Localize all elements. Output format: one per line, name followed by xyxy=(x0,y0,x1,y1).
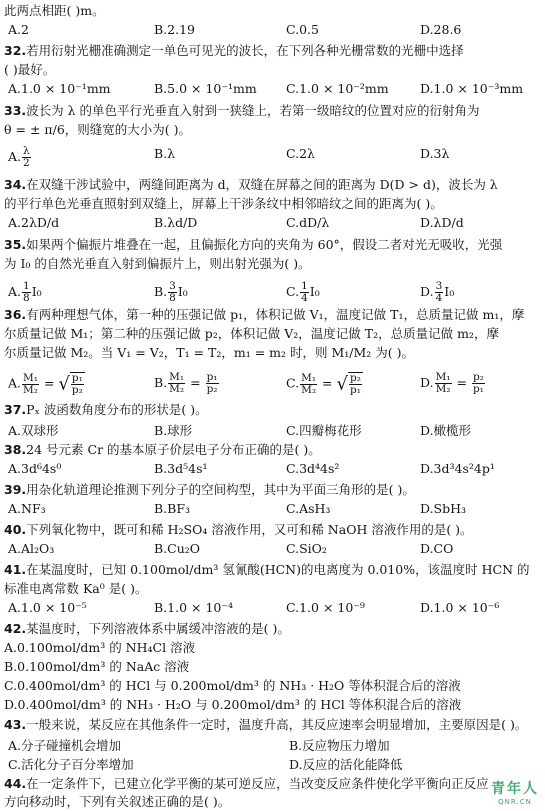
option-d: D.λD/d xyxy=(420,215,464,230)
denominator: 2 xyxy=(23,157,30,169)
option-b: B.1.0 × 10⁻⁴ xyxy=(154,600,233,615)
numerator: 1 xyxy=(23,280,30,292)
option-d: D.0.400mol/dm³ 的 NH₃ · H₂O 与 0.200mol/dm³ 的 HCl 等体积混合后的溶液 xyxy=(4,697,462,712)
option-a: A.2λD/d xyxy=(8,215,60,230)
option-suffix: I₀ xyxy=(31,284,42,299)
question-text: Pₓ 波函数角度分布的形状是( )。 xyxy=(26,402,208,417)
denominator: p₁ xyxy=(472,383,484,395)
option-b: B.反应物压力增加 xyxy=(289,738,390,753)
question-number: 44. xyxy=(4,776,27,791)
option-b xyxy=(154,372,220,395)
denominator: M₂ xyxy=(23,383,38,396)
option-d: D.橄榄形 xyxy=(420,423,472,438)
option-label: D. xyxy=(420,284,434,299)
radical-sign: √ xyxy=(336,373,348,395)
option-suffix: I₀ xyxy=(309,284,320,299)
question-33-options xyxy=(4,145,541,169)
question-31-stem-tail: 此两点相距( )m。 xyxy=(4,3,105,18)
question-text: 某温度时，下列溶液体系中属缓冲溶液的是( )。 xyxy=(26,621,290,636)
denominator: 8 xyxy=(23,292,30,304)
numerator: 1 xyxy=(301,280,308,292)
numerator: 3 xyxy=(435,280,443,292)
denominator: 4 xyxy=(301,292,308,304)
denominator: M₂ xyxy=(435,383,451,395)
question-36-options xyxy=(4,371,541,396)
question-33-stem xyxy=(4,102,541,120)
equals-sign: = xyxy=(39,375,59,391)
question-42-stem xyxy=(4,620,541,638)
option-a: A.Al₂O₃ xyxy=(8,541,55,556)
fraction xyxy=(435,281,444,304)
fraction xyxy=(168,281,177,304)
numerator: p₂ xyxy=(472,371,484,383)
option-a: A.2 xyxy=(8,22,29,37)
question-number: 43. xyxy=(4,717,27,732)
question-32-options xyxy=(4,81,541,99)
question-36-stem-3: 尔质量记做 M₂。当 V₁ = V₂，T₁ = T₂，m₁ = m₂ 时，则 M₁/M₂ 为( )。 xyxy=(4,345,414,360)
question-41-stem xyxy=(4,561,541,579)
question-38-options xyxy=(4,461,541,479)
equals-sign: = xyxy=(452,375,471,390)
option-b: B.BF₃ xyxy=(154,501,191,516)
question-text: 一般来说，某反应在其他条件一定时，温度升高，其反应速率会明显增加，主要原因是( )。 xyxy=(26,717,528,732)
option-c: C.dD/λ xyxy=(286,215,330,230)
question-40-options xyxy=(4,541,541,559)
question-32-stem xyxy=(4,42,541,60)
numerator: 3 xyxy=(169,280,176,292)
square-root xyxy=(336,372,362,396)
fraction xyxy=(22,373,39,396)
option-d: D.1.0 × 10⁻³mm xyxy=(420,81,524,96)
denominator: p₂ xyxy=(71,384,83,396)
option-label: C. xyxy=(286,284,300,299)
fraction xyxy=(349,373,362,396)
option-d xyxy=(420,281,454,304)
question-37-options xyxy=(4,421,541,439)
question-text: 在某温度时，已知 0.100mol/dm³ 氢氰酸(HCN)的电离度为 0.010%，该温度时 HCN 的 xyxy=(26,562,530,577)
watermark-logo xyxy=(491,778,539,806)
question-number: 33. xyxy=(4,103,27,118)
option-label: B. xyxy=(154,284,168,299)
option-c: C.1.0 × 10⁻²mm xyxy=(286,81,389,96)
fraction xyxy=(22,281,31,304)
numerator: M₁ xyxy=(169,371,185,383)
question-number: 40. xyxy=(4,522,27,537)
question-41-stem-2: 标准电离常数 Ka⁰ 是( )。 xyxy=(4,581,148,596)
option-d: D.3λ xyxy=(420,146,450,161)
denominator: p₁ xyxy=(349,384,361,396)
question-number: 42. xyxy=(4,621,27,636)
question-text: 有两种理想气体，第一种的压强记做 p₁，体积记做 V₁，温度记做 T₁，总质量记做 m₁，摩 xyxy=(26,307,525,322)
question-43-stem xyxy=(4,716,541,734)
option-a: A.3d⁶4s⁰ xyxy=(8,461,62,476)
question-35-stem-2: 为 I₀ 的自然光垂直入射到偏振片上，则出射光强为( )。 xyxy=(4,256,311,271)
question-text: 如果两个偏振片堆叠在一起，且偏振化方向的夹角为 60°，假设二者对光无吸收，光强 xyxy=(26,237,503,252)
question-34-options xyxy=(4,215,541,233)
question-text: 若用衍射光栅准确测定一单色可见光的波长，在下列各种光栅常数的光栅中选择 xyxy=(26,43,464,58)
question-32-stem-2: ( )最好。 xyxy=(4,62,56,77)
question-39-stem xyxy=(4,481,541,499)
question-41-options xyxy=(4,600,541,618)
option-c: C.四瓣梅花形 xyxy=(286,423,362,438)
question-38-stem xyxy=(4,441,541,459)
option-b: B.λd/D xyxy=(154,215,198,230)
question-40-stem xyxy=(4,521,541,539)
option-c: C.3d⁴4s² xyxy=(286,461,340,476)
option-label: B. xyxy=(154,375,168,390)
fraction xyxy=(71,373,84,396)
option-c: C.AsH₃ xyxy=(286,501,331,516)
question-number: 38. xyxy=(4,442,27,457)
option-d: D.CO xyxy=(420,541,454,556)
numerator: p₁ xyxy=(206,371,218,383)
option-d: D.反应的活化能降低 xyxy=(289,757,403,772)
denominator: M₂ xyxy=(169,383,185,395)
question-text: 在一定条件下，已建立化学平衡的某可逆反应，当改变反应条件使化学平衡向正反应 xyxy=(26,776,489,791)
option-d xyxy=(420,372,486,395)
option-c: C.SiO₂ xyxy=(286,541,327,556)
question-number: 41. xyxy=(4,562,27,577)
question-text: 在双缝干涉试验中，两缝间距离为 d，双缝在屏幕之间的距离为 D(D > d)，波长为 λ xyxy=(26,177,498,192)
option-a: A.NF₃ xyxy=(8,501,46,516)
option-c: C.2λ xyxy=(286,146,315,161)
watermark-domain: QNR.CN xyxy=(498,798,532,806)
question-number: 36. xyxy=(4,307,27,322)
question-text: 波长为 λ 的单色平行光垂直入射到一狭缝上，若第一级暗纹的位置对应的衍射角为 xyxy=(26,103,480,118)
question-43-options-row1 xyxy=(4,736,541,754)
square-root xyxy=(58,372,84,396)
question-36-stem-2: 尔质量记做 M₁；第二种的压强记做 p₂，体积记做 V₂，温度记做 T₂，总质量记做 m₂，摩 xyxy=(4,326,499,341)
option-label: D. xyxy=(420,375,434,390)
option-b: B.5.0 × 10⁻¹mm xyxy=(154,81,257,96)
option-b xyxy=(154,281,188,304)
numerator: λ xyxy=(23,145,30,157)
fraction xyxy=(206,372,219,395)
option-c: C.1.0 × 10⁻⁹ xyxy=(286,600,365,615)
option-a xyxy=(8,146,32,169)
fraction xyxy=(300,281,309,304)
numerator: M₁ xyxy=(23,371,38,384)
radicand xyxy=(348,372,363,396)
option-b: B.2.19 xyxy=(154,22,195,37)
option-c: C.0.400mol/dm³ 的 HCl 与 0.200mol/dm³ 的 NH₃ · H₂O 等体积混合后的溶液 xyxy=(4,678,461,693)
option-a xyxy=(8,372,85,396)
option-d: D.1.0 × 10⁻⁶ xyxy=(420,600,500,615)
question-36-stem xyxy=(4,306,541,324)
option-b: B.λ xyxy=(154,146,176,161)
question-43-options-row2 xyxy=(4,755,541,773)
option-c: C.活化分子百分率增加 xyxy=(8,757,134,772)
option-a xyxy=(8,281,42,304)
numerator: p₁ xyxy=(71,372,83,384)
question-37-stem xyxy=(4,401,541,419)
option-d: D.3d³4s²4p¹ xyxy=(420,461,495,476)
option-a: A.分子碰撞机会增加 xyxy=(8,738,122,753)
numerator: M₁ xyxy=(435,371,451,383)
question-35-options xyxy=(4,280,541,304)
question-33-stem-2: θ = ± π/6，则缝宽的大小为( )。 xyxy=(4,122,191,137)
option-label: A. xyxy=(8,149,22,164)
question-number: 35. xyxy=(4,237,27,252)
fraction xyxy=(168,372,185,395)
option-b: B.Cu₂O xyxy=(154,541,201,556)
option-a: A.双球形 xyxy=(8,423,59,438)
option-a: A.0.100mol/dm³ 的 NH₄Cl 溶液 xyxy=(4,640,196,655)
fraction xyxy=(22,146,31,169)
option-d: D.28.6 xyxy=(420,22,462,37)
option-label: A. xyxy=(8,375,22,391)
denominator: M₂ xyxy=(301,383,317,396)
denominator: 4 xyxy=(435,292,443,304)
option-label: C. xyxy=(286,375,300,391)
option-b: B.球形 xyxy=(154,423,193,438)
option-b: B.3d⁵4s¹ xyxy=(154,461,208,476)
option-suffix: I₀ xyxy=(444,284,455,299)
denominator: 8 xyxy=(169,292,176,304)
question-39-options xyxy=(4,501,541,519)
option-d: D.SbH₃ xyxy=(420,501,467,516)
radicand xyxy=(70,372,85,396)
fraction xyxy=(435,372,452,395)
fraction xyxy=(300,373,317,396)
option-c xyxy=(286,372,363,396)
question-number: 32. xyxy=(4,43,27,58)
question-text: 24 号元素 Cr 的基本原子价层电子分布正确的是( )。 xyxy=(26,442,321,457)
question-34-stem-2: 的平行单色光垂直照射到双缝上，屏幕上干涉条纹中相邻暗纹之间的距离为( )。 xyxy=(4,196,443,211)
question-35-stem xyxy=(4,236,541,254)
denominator: p₂ xyxy=(206,383,218,395)
option-label: A. xyxy=(8,284,22,299)
question-number: 37. xyxy=(4,402,27,417)
watermark-text: 青年人 xyxy=(491,781,539,797)
equals-sign: = xyxy=(318,375,337,391)
equals-sign: = xyxy=(186,375,205,390)
radical-sign: √ xyxy=(58,373,70,395)
fraction xyxy=(472,372,485,395)
question-34-stem xyxy=(4,176,541,194)
option-c xyxy=(286,281,320,304)
question-44-stem-2: 方向移动时，下列有关叙述正确的是( )。 xyxy=(4,794,231,809)
question-text: 用杂化轨道理论推测下列分子的空间构型，其中为平面三角形的是( )。 xyxy=(26,482,415,497)
option-b: B.0.100mol/dm³ 的 NaAc 溶液 xyxy=(4,659,190,674)
option-suffix: I₀ xyxy=(177,284,188,299)
question-number: 39. xyxy=(4,482,27,497)
question-31-options xyxy=(4,22,541,40)
numerator: M₁ xyxy=(301,371,317,384)
question-text: 下列氧化物中，既可和稀 H₂SO₄ 溶液作用，又可和稀 NaOH 溶液作用的是( )。 xyxy=(26,522,473,537)
question-44-stem xyxy=(4,775,541,793)
numerator: p₂ xyxy=(349,372,361,384)
option-c: C.0.5 xyxy=(286,22,319,37)
question-number: 34. xyxy=(4,177,27,192)
option-a: A.1.0 × 10⁻¹mm xyxy=(8,81,111,96)
option-a: A.1.0 × 10⁻⁵ xyxy=(8,600,87,615)
